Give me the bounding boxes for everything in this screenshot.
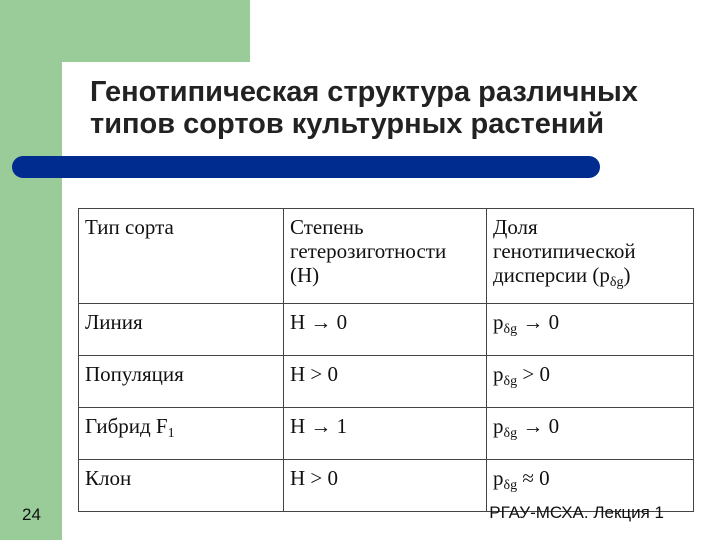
footer-caption: РГАУ-МСХА. Лекция 1	[489, 503, 664, 522]
cell-heterozygosity	[284, 460, 487, 512]
cell-heterozygosity	[284, 408, 487, 460]
header-variance-line-3: дисперсии (p	[493, 263, 610, 287]
heterozygosity-text: Н → 1	[290, 414, 348, 438]
cell-variance	[487, 304, 694, 356]
cell-heterozygosity	[284, 356, 487, 408]
variance-symbol: p	[493, 466, 504, 490]
variance-relation: → 0	[517, 414, 560, 438]
slide-title-line-2: типов сортов культурных растений	[90, 108, 605, 140]
heterozygosity-text: Н > 0	[290, 466, 339, 490]
variance-symbol: p	[493, 414, 504, 438]
cell-type	[79, 356, 284, 408]
header-heterozygosity-line-1: Степень	[290, 215, 364, 239]
type-text: Популяция	[85, 362, 184, 386]
cell-type	[79, 460, 284, 512]
type-text: Гибрид F	[85, 414, 168, 438]
slide-title	[90, 76, 710, 140]
variance-subscript: δg	[503, 322, 518, 337]
variance-subscript: δg	[503, 478, 518, 493]
header-cell-variance-share	[487, 209, 694, 304]
cell-type	[79, 304, 284, 356]
header-variance-line-1: Доля	[493, 215, 538, 239]
slide-title-line-1: Генотипическая структура различных	[90, 76, 638, 108]
table-row	[79, 304, 694, 356]
cell-variance	[487, 356, 694, 408]
header-type-label: Тип сорта	[85, 215, 174, 239]
type-text: Линия	[85, 310, 143, 334]
table-row	[79, 356, 694, 408]
variance-relation: ≈ 0	[517, 466, 550, 490]
variance-relation: > 0	[517, 362, 550, 386]
header-cell-type	[79, 209, 284, 304]
header-heterozygosity-line-3: (Н)	[290, 263, 320, 287]
header-cell-heterozygosity	[284, 209, 487, 304]
genotype-structure-table	[78, 208, 694, 512]
variance-symbol: p	[493, 362, 504, 386]
header-heterozygosity-line-2: гетерозиготности	[290, 239, 447, 263]
variance-subscript: δg	[503, 426, 518, 441]
cell-type	[79, 408, 284, 460]
heterozygosity-text: Н → 0	[290, 310, 348, 334]
header-variance-line-2: генотипической	[493, 239, 636, 263]
corner-accent-left	[0, 0, 62, 540]
variance-subscript: δg	[503, 374, 518, 389]
table-row	[79, 408, 694, 460]
heterozygosity-text: Н > 0	[290, 362, 339, 386]
title-underline-bar	[12, 156, 600, 178]
variance-relation: → 0	[517, 310, 560, 334]
header-variance-subscript: δg	[609, 275, 624, 290]
type-subscript: 1	[167, 426, 175, 441]
header-variance-suffix: )	[623, 263, 631, 287]
variance-symbol: p	[493, 310, 504, 334]
page-number: 24	[22, 505, 41, 524]
cell-variance	[487, 408, 694, 460]
type-text: Клон	[85, 466, 132, 490]
cell-heterozygosity	[284, 304, 487, 356]
table-header-row	[79, 209, 694, 304]
